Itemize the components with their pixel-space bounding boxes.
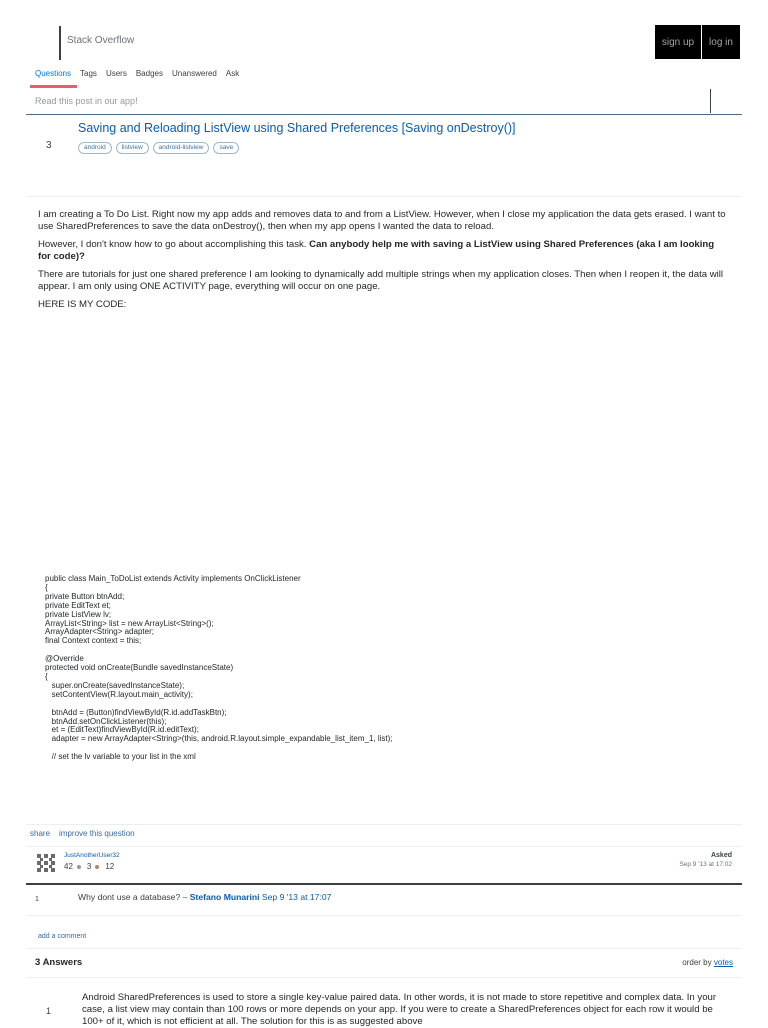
order-by-label: order by [682,958,712,967]
tag-android[interactable]: android [78,142,112,154]
tag-save[interactable]: save [213,142,239,154]
question-vote-count: 3 [46,140,52,151]
answer-vote-count: 1 [46,1006,52,1016]
nav-badges[interactable]: Badges [135,69,163,78]
asked-date: Sep 9 '13 at 17:02 [679,861,732,868]
bronze-badge-icon [95,865,99,869]
comments-divider [26,883,742,885]
divider [26,977,742,978]
bronze-badge-count: 12 [105,862,115,871]
app-banner-link[interactable]: Read this post in our app! [35,96,138,106]
main-nav [35,69,239,78]
code-block: public class Main_ToDoList extends Activity implements OnClickListener { private Button btnAdd; private EditText et; private ListView lv; ArrayList<String> list = new ArrayList<String>(); ArrayAdapter<String> adapter; final Context context = this; @Override protected void onCreate(Bundle savedInstanceState) { super.onCreate(savedInstanceState); setContentView(R.layout.main_activity); btnAdd = (Button)findViewById(R.id.addTaskBtn); btnAdd.setOnClickListener(this); et = (EditText)findViewById(R.id.editText); adapter = new ArrayAdapter<String>(this, android.R.layout.simple_expandable_list_item_1, list); // set the lv variable to your list in the xml [45,574,393,762]
site-logo[interactable]: Stack Overflow [67,35,135,46]
answers-count: 3 Answers [35,957,83,968]
question-body [38,209,728,317]
improve-question-link[interactable]: improve this question [59,829,135,838]
tag-list [78,142,239,154]
order-by [640,958,733,967]
answer-body: Android SharedPreferences is used to store a single key-value paired data. In other words, it is not made to store repetitive and complex data. In your case, a list view may contain than 100 rows or more depends on your app. If you were to create a SharedPreferences object for each row it would be 100+ of it, which is not efficient at all. The solution for this is as suggested above [82,992,717,1027]
question-paragraph: I am creating a To Do List. Right now my app adds and removes data to and from a ListView. However, when I close my application the data gets erased. I want to use SharedPreferences to save the data onDestroy(), then when my app opens I wanted the data to reload. [38,209,726,232]
comment-text: Why dont use a database? – [78,892,190,902]
login-button[interactable]: log in [702,25,740,59]
question-paragraph-emphasis: Can anybody help me with saving a ListView using Shared Preferences (aka I am looking for code)? [38,239,715,262]
question-paragraph [38,239,728,263]
share-link[interactable]: share [30,829,51,838]
divider [26,948,742,949]
brand-divider [59,26,61,60]
divider [26,846,742,847]
reputation-score: 42 [64,862,73,871]
nav-ask[interactable]: Ask [225,69,240,78]
active-tab-indicator [30,85,77,88]
nav-tags[interactable]: Tags [80,69,97,78]
divider [26,196,742,197]
banner-rule [26,114,742,115]
comment [78,892,331,902]
post-menu [30,829,135,838]
signup-button[interactable]: sign up [655,25,701,59]
question-paragraph: HERE IS MY CODE: [38,299,127,310]
question-title[interactable]: Saving and Reloading ListView using Shared Preferences [Saving onDestroy()] [78,121,516,135]
silver-badge-count: 3 [86,862,92,871]
banner-divider [710,89,711,113]
nav-users[interactable]: Users [105,69,127,78]
nav-questions[interactable]: Questions [35,69,72,78]
question-paragraph: There are tutorials for just one shared preference I am looking to dynamically add multiple strings when my application closes. Then when I reopen it, the data will appear. I am only using ONE ACTIVITY page, everything will occur on one page. [38,269,724,292]
divider [26,824,742,825]
add-comment-link[interactable]: add a comment [38,933,87,940]
tag-android-listview[interactable]: android-listview [153,142,210,154]
user-avatar[interactable] [35,852,57,874]
divider [26,915,742,916]
silver-badge-icon [77,865,81,869]
order-by-votes[interactable]: votes [713,958,733,967]
nav-unanswered[interactable]: Unanswered [171,69,217,78]
asked-label: Asked [710,852,732,859]
comment-date[interactable]: Sep 9 '13 at 17:07 [261,892,332,902]
author-name[interactable]: JustAnotherUser32 [64,852,120,859]
question-paragraph-text: However, I don't know how to go about accomplishing this task. [38,239,310,250]
comment-author[interactable]: Stefano Munarini [189,892,260,902]
comment-score: 1 [35,896,39,903]
tag-listview[interactable]: listview [116,142,149,154]
author-reputation [64,862,114,871]
